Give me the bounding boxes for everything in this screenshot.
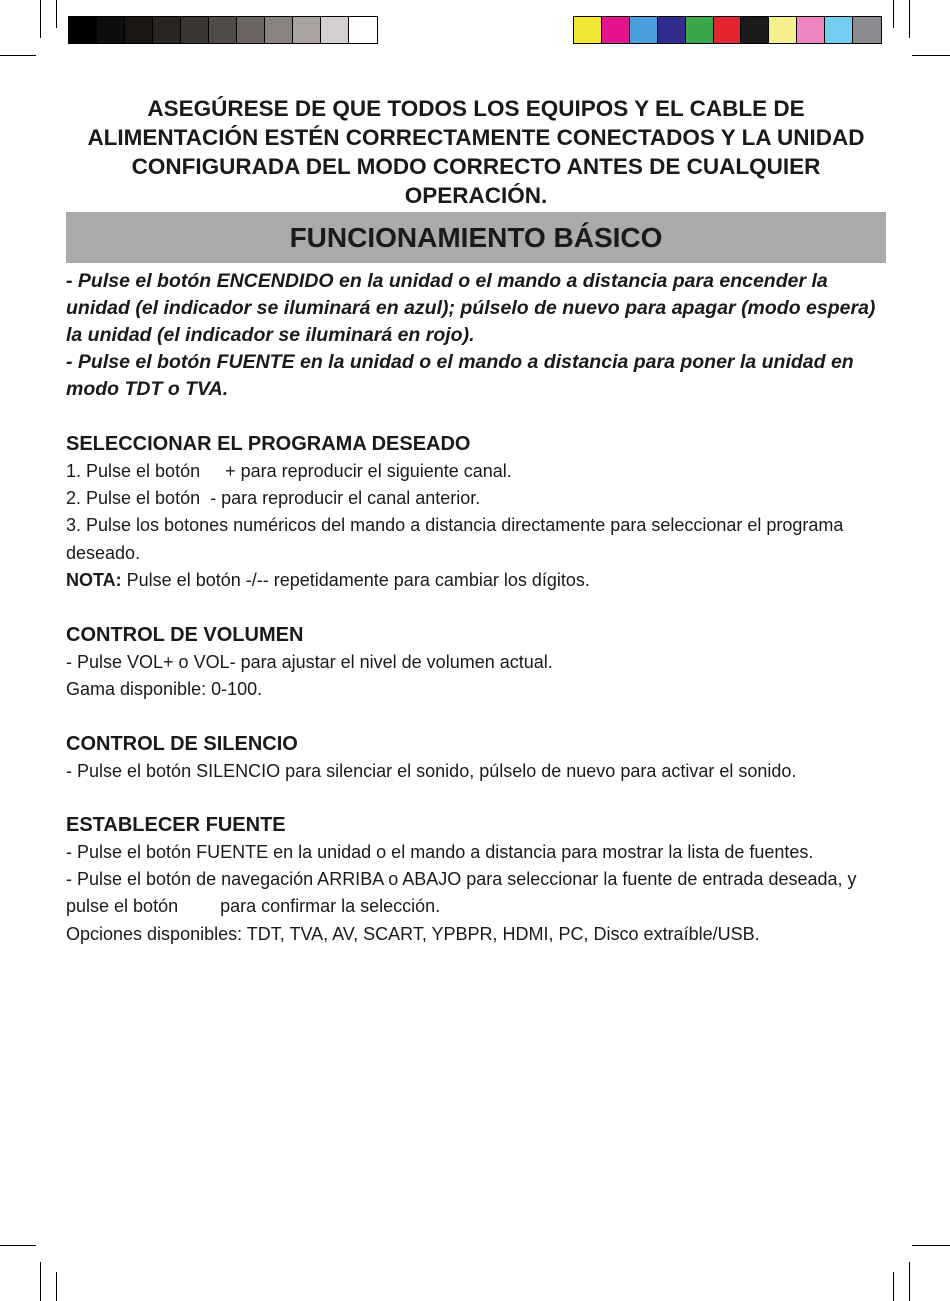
program-step-2: 2. Pulse el botón - para reproducir el canal anterior.	[66, 488, 481, 509]
section-heading: SELECCIONAR EL PROGRAMA DESEADO	[66, 433, 471, 455]
gray-swatch	[237, 17, 265, 43]
safety-warning: ASEGÚRESE DE QUE TODOS LOS EQUIPOS Y EL CABLE DE ALIMENTACIÓN ESTÉN CORRECTAMENTE CONECTADOS Y LA UNIDAD CONFIGURADA DEL MODO CORRECTO ANTES DE CUALQUIER OPERACIÓN.	[87, 96, 865, 208]
crop-mark-bottom-right-h	[912, 1245, 950, 1246]
color-calibration-bar	[573, 16, 882, 44]
source-line-1: - Pulse el botón FUENTE en la unidad o el mando a distancia para mostrar la lista de fuentes.	[66, 842, 814, 862]
color-swatch	[574, 17, 602, 43]
crop-mark-bottom-right-v2	[893, 1272, 894, 1301]
color-swatch	[686, 17, 714, 43]
color-swatch	[714, 17, 742, 43]
crop-mark-top-left-v2	[56, 0, 57, 28]
color-swatch	[769, 17, 797, 43]
section-banner-title: FUNCIONAMIENTO BÁSICO	[66, 212, 886, 263]
gray-swatch	[153, 17, 181, 43]
color-swatch	[741, 17, 769, 43]
intro-source-instruction: - Pulse el botón FUENTE en la unidad o el mando a distancia para poner la unidad en modo TDT o TVA.	[66, 351, 854, 400]
crop-mark-top-left-h	[0, 55, 36, 56]
crop-mark-top-left-v	[40, 0, 41, 38]
gray-swatch	[265, 17, 293, 43]
section-heading: CONTROL DE VOLUMEN	[66, 624, 304, 646]
crop-mark-bottom-right-v	[909, 1262, 910, 1301]
gray-swatch	[293, 17, 321, 43]
color-swatch	[630, 17, 658, 43]
section-set-source	[66, 811, 906, 948]
section-select-program	[66, 430, 906, 594]
program-step-1: 1. Pulse el botón + para reproducir el siguiente canal.	[66, 461, 512, 481]
color-swatch	[797, 17, 825, 43]
note-label: NOTA:	[66, 569, 122, 590]
color-swatch	[853, 17, 881, 43]
color-swatch	[658, 17, 686, 43]
program-step-3: 3. Pulse los botones numéricos del mando a distancia directamente para seleccionar el programa deseado.	[66, 515, 844, 563]
gray-swatch	[321, 17, 349, 43]
crop-mark-top-right-v	[909, 0, 910, 38]
crop-mark-top-right-h	[912, 55, 950, 56]
intro-power-instruction: - Pulse el botón ENCENDIDO en la unidad o el mando a distancia para encender la unidad (el indicador se iluminará en azul); púlselo de nuevo para apagar (modo espera) la unidad (el indicador se iluminará en rojo).	[66, 270, 876, 346]
intro-block	[66, 268, 896, 403]
source-line-3: Opciones disponibles: TDT, TVA, AV, SCART, YPBPR, HDMI, PC, Disco extraíble/USB.	[66, 923, 760, 944]
crop-mark-bottom-left-v2	[56, 1272, 57, 1301]
note-text: Pulse el botón -/-- repetidamente para cambiar los dígitos.	[121, 569, 590, 590]
gray-swatch	[209, 17, 237, 43]
section-heading: ESTABLECER FUENTE	[66, 814, 286, 836]
volume-line-2: Gama disponible: 0-100.	[66, 679, 263, 700]
gray-swatch	[97, 17, 125, 43]
mute-line-1: - Pulse el botón SILENCIO para silenciar el sonido, púlselo de nuevo para activar el sonido.	[66, 761, 797, 781]
gray-swatch	[349, 17, 377, 43]
volume-line-1: - Pulse VOL+ o VOL- para ajustar el nivel de volumen actual.	[66, 652, 553, 672]
gray-swatch	[125, 17, 153, 43]
source-line-2: - Pulse el botón de navegación ARRIBA o ABAJO para seleccionar la fuente de entrada deseada, y pulse el botón para confirmar la selección.	[66, 869, 857, 917]
gray-swatch	[181, 17, 209, 43]
crop-mark-top-right-v2	[893, 0, 894, 28]
section-heading: CONTROL DE SILENCIO	[66, 733, 298, 755]
color-swatch	[602, 17, 630, 43]
gray-swatch	[69, 17, 97, 43]
section-mute-control	[66, 730, 906, 785]
crop-mark-bottom-left-h	[0, 1245, 36, 1246]
grayscale-calibration-bar	[68, 16, 378, 44]
section-volume-control	[66, 621, 906, 703]
program-note	[66, 567, 906, 594]
color-swatch	[825, 17, 853, 43]
crop-mark-bottom-left-v	[40, 1262, 41, 1301]
